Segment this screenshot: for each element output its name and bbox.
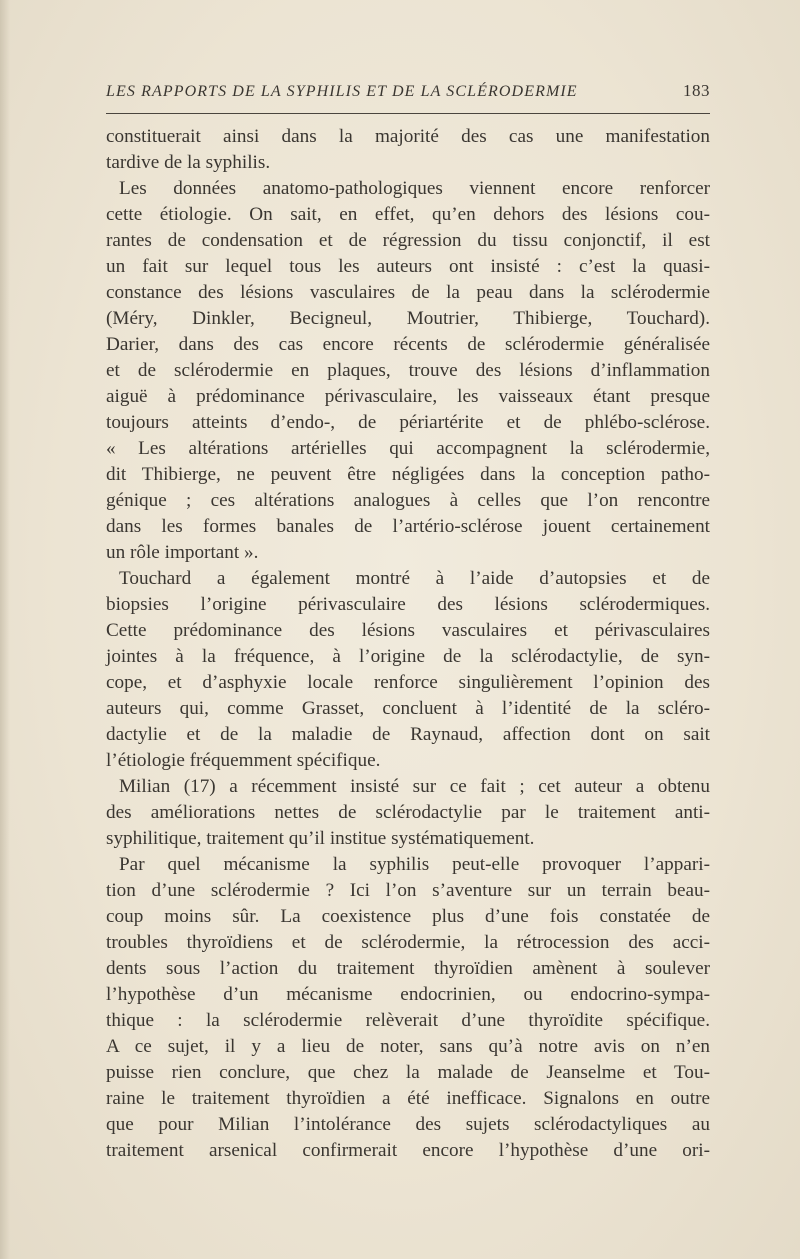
text-line: Touchard a également montré à l’aide d’autopsies et de: [119, 568, 710, 589]
text-line: syphilitique, traitement qu’il institue systématiquement.: [106, 828, 535, 849]
text-line: thique : la sclérodermie relèverait d’une thyroïdite spécifique.: [106, 1010, 710, 1031]
text-line: dents sous l’action du traitement thyroïdien amènent à soulever: [106, 958, 710, 979]
text-line: cope, et d’asphyxie locale renforce singulièrement l’opinion des: [106, 672, 710, 693]
running-title: LES RAPPORTS DE LA SYPHILIS ET DE LA SCLÉRODERMIE: [106, 83, 578, 100]
text-line: des améliorations nettes de sclérodactylie par le traitement anti-: [106, 802, 710, 823]
text-line: génique ; ces altérations analogues à celles que l’on rencontre: [106, 490, 710, 511]
text-line: Cette prédominance des lésions vasculaires et périvasculaires: [106, 620, 710, 641]
text-line: que pour Milian l’intolérance des sujets sclérodactyliques au: [106, 1114, 710, 1135]
text-line: raine le traitement thyroïdien a été inefficace. Signalons en outre: [106, 1088, 710, 1109]
text-line: un fait sur lequel tous les auteurs ont insisté : c’est la quasi-: [106, 256, 710, 277]
page-number: 183: [683, 81, 710, 100]
text-line: jointes à la fréquence, à l’origine de la sclérodactylie, de syn-: [106, 646, 710, 667]
text-line: constituerait ainsi dans la majorité des cas une manifestation: [106, 126, 710, 147]
text-line: toujours atteints d’endo-, de périartérite et de phlébo-sclérose.: [106, 412, 710, 433]
running-header: [106, 78, 710, 106]
text-line: A ce sujet, il y a lieu de noter, sans qu’à notre avis on n’en: [106, 1036, 710, 1057]
body-text: [88, 124, 712, 1244]
text-line: un rôle important ».: [106, 542, 259, 563]
text-line: traitement arsenical confirmerait encore l’hypothèse d’une ori-: [106, 1140, 710, 1161]
text-line: rantes de condensation et de régression du tissu conjonctif, il est: [106, 230, 710, 251]
text-line: puisse rien conclure, que chez la malade de Jeanselme et Tou-: [106, 1062, 710, 1083]
header-rule: [106, 113, 710, 114]
text-line: Darier, dans des cas encore récents de sclérodermie généralisée: [106, 334, 710, 355]
text-line: l’hypothèse d’un mécanisme endocrinien, ou endocrino-sympa-: [106, 984, 710, 1005]
text-line: biopsies l’origine périvasculaire des lésions sclérodermiques.: [106, 594, 710, 615]
text-line: coup moins sûr. La coexistence plus d’une fois constatée de: [106, 906, 710, 927]
text-line: l’étiologie fréquemment spécifique.: [106, 750, 381, 771]
text-line: tion d’une sclérodermie ? Ici l’on s’aventure sur un terrain beau-: [106, 880, 710, 901]
text-line: dit Thibierge, ne peuvent être négligées dans la conception patho-: [106, 464, 710, 485]
text-line: tardive de la syphilis.: [106, 152, 271, 173]
text-line: aiguë à prédominance périvasculaire, les vaisseaux étant presque: [106, 386, 710, 407]
page-gutter-shadow: [0, 0, 10, 1259]
text-line: dans les formes banales de l’artério-sclérose jouent certainement: [106, 516, 710, 537]
text-line: cette étiologie. On sait, en effet, qu’en dehors des lésions cou-: [106, 204, 710, 225]
text-line: auteurs qui, comme Grasset, concluent à l’identité de la scléro-: [106, 698, 710, 719]
text-line: constance des lésions vasculaires de la peau dans la sclérodermie: [106, 282, 710, 303]
text-line: (Méry, Dinkler, Becigneul, Moutrier, Thibierge, Touchard).: [106, 308, 710, 329]
text-line: et de sclérodermie en plaques, trouve des lésions d’inflammation: [106, 360, 710, 381]
text-line: troubles thyroïdiens et de sclérodermie, la rétrocession des acci-: [106, 932, 710, 953]
text-line: Milian (17) a récemment insisté sur ce fait ; cet auteur a obtenu: [119, 776, 710, 797]
text-line: dactylie et de la maladie de Raynaud, affection dont on sait: [106, 724, 710, 745]
text-line: « Les altérations artérielles qui accompagnent la sclérodermie,: [106, 438, 710, 459]
text-line: Les données anatomo-pathologiques viennent encore renforcer: [119, 178, 710, 199]
text-line: Par quel mécanisme la syphilis peut-elle provoquer l’appari-: [119, 854, 710, 875]
